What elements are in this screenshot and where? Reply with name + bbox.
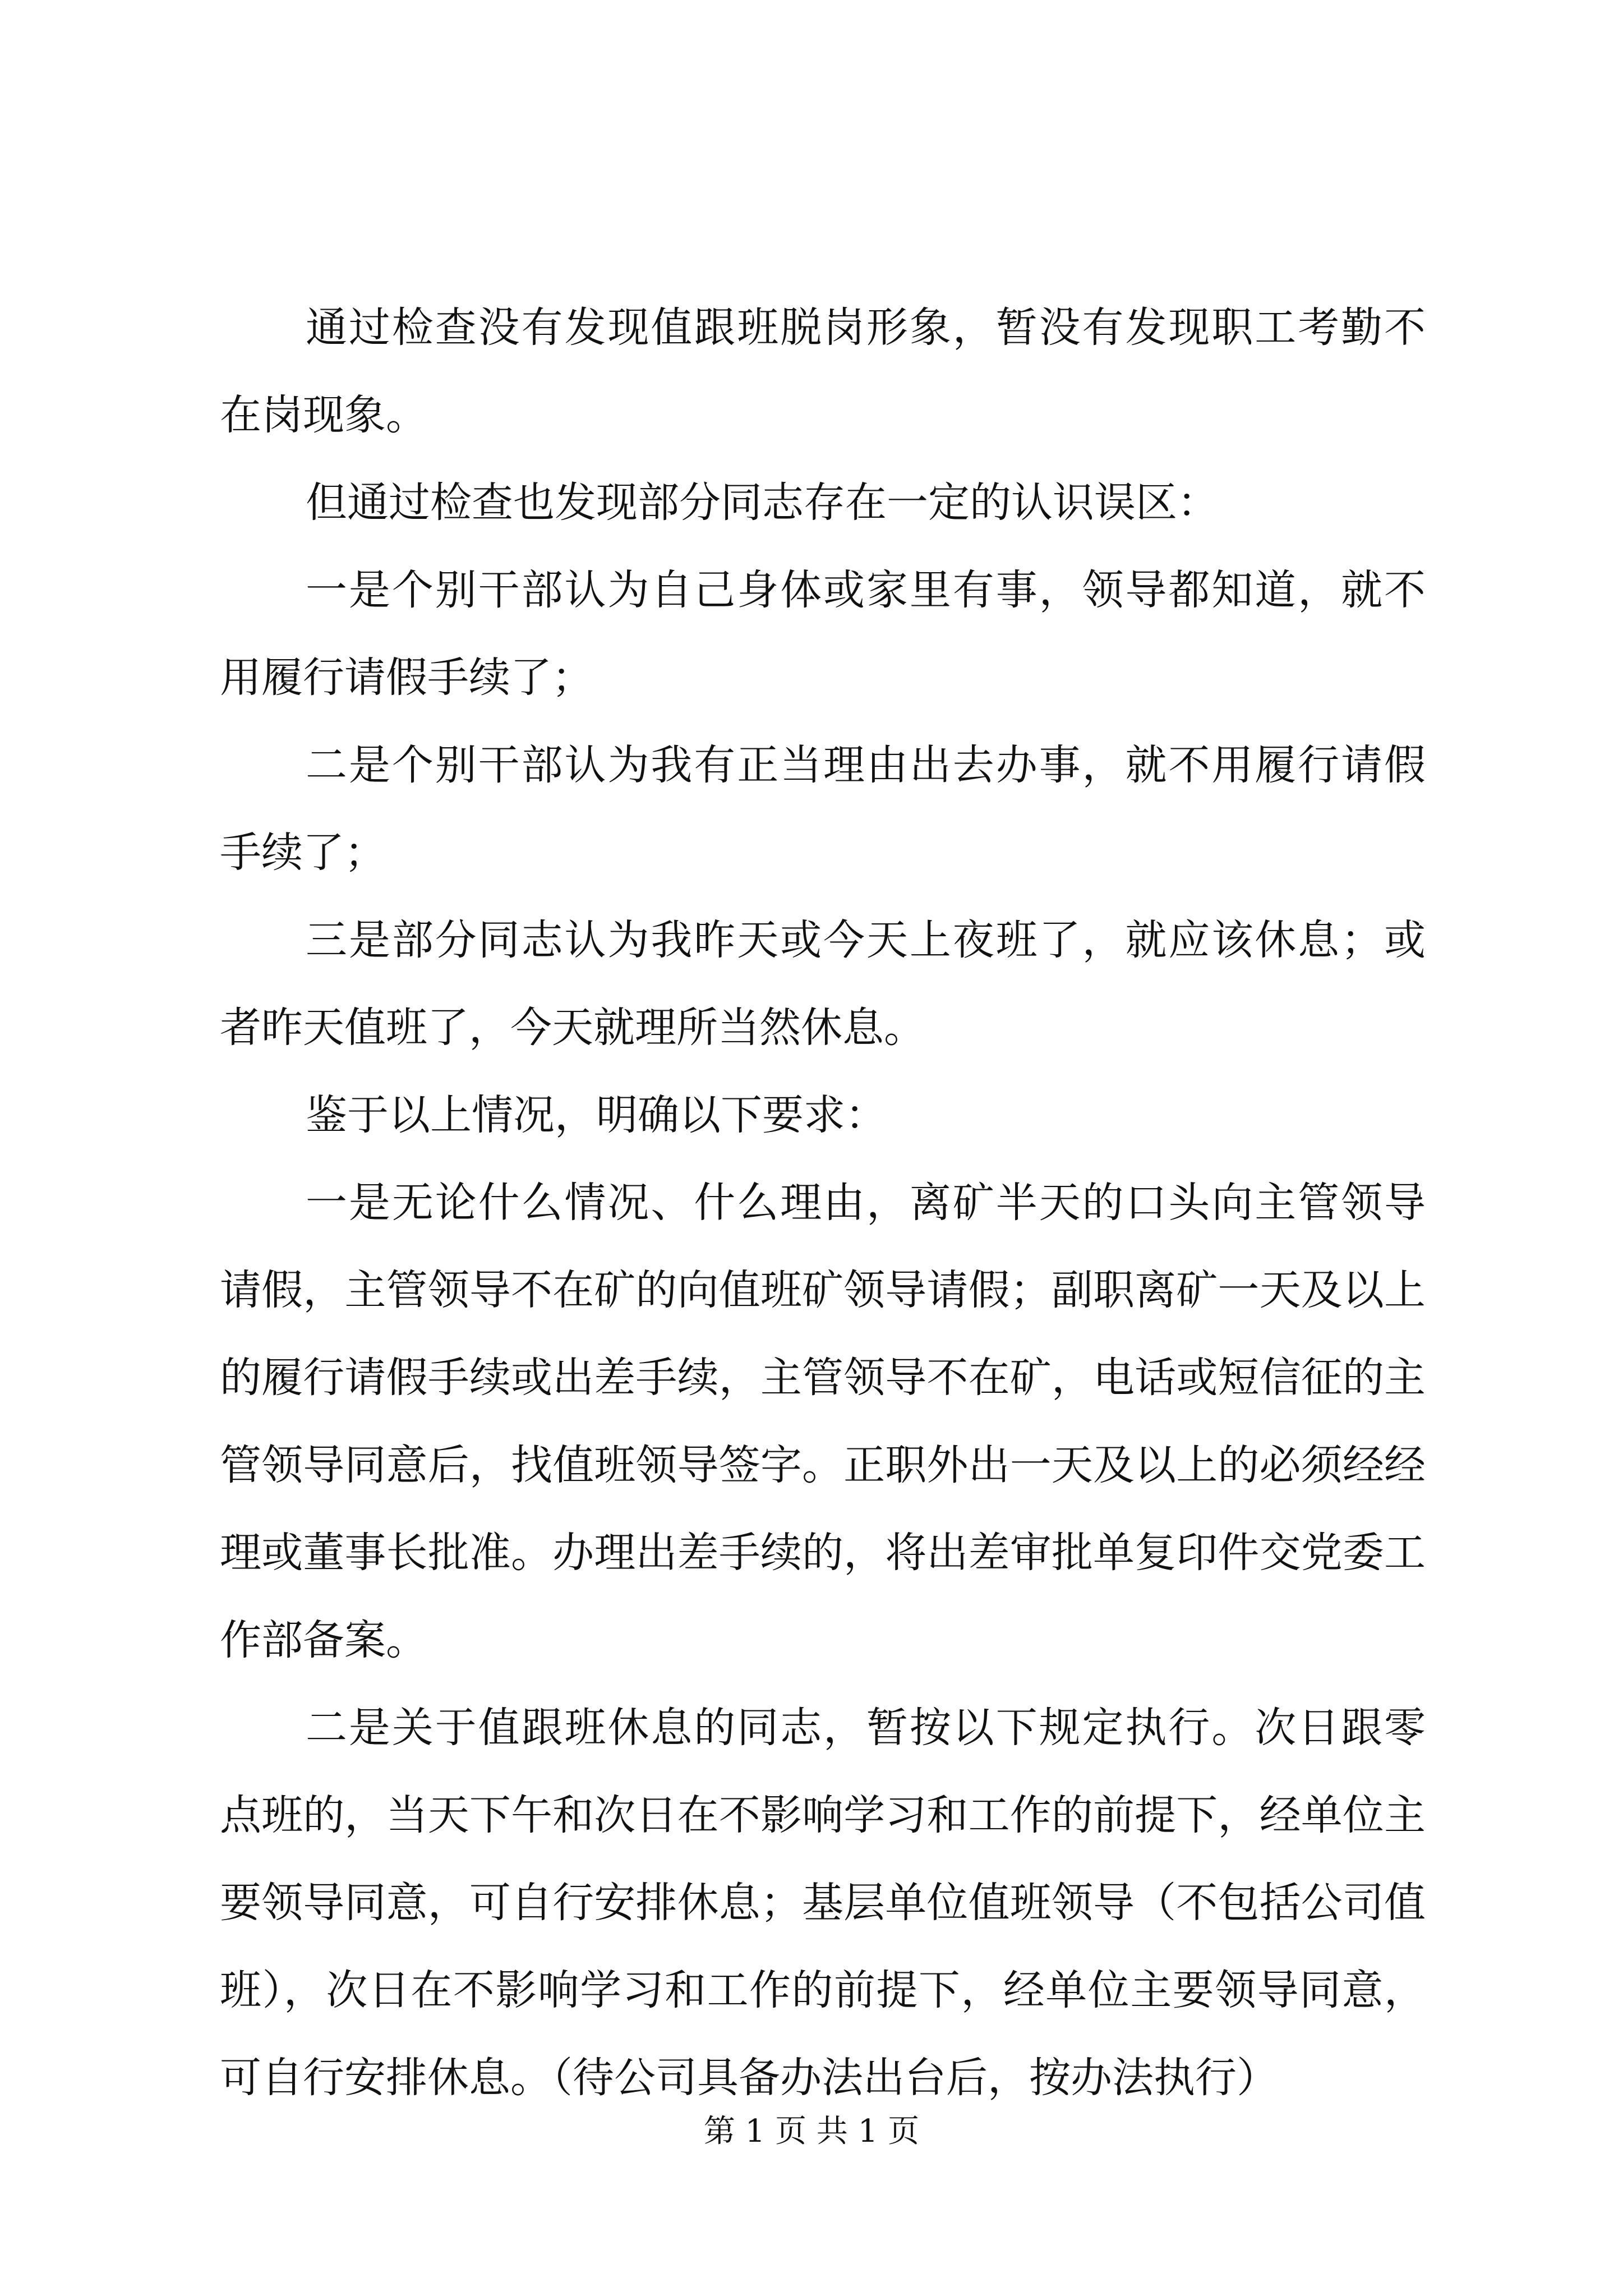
paragraph-8: 二是关于值跟班休息的同志，暂按以下规定执行。次日跟零点班的，当天下午和次日在不影响学习和工作的前提下，经单位主要领导同意，可自行安排休息；基层单位值班领导（不包括公司值班），次日在不影响学习和工作的前提下，经单位主要领导同意，可自行安排休息。（待公司具备办法出台后，按办法执行） bbox=[220, 1704, 1426, 2102]
paragraph-2: 但通过检查也发现部分同志存在一定的认识误区： bbox=[306, 478, 1219, 527]
paragraph-3: 一是个别干部认为自己身体或家里有事，领导都知道，就不用履行请假手续了； bbox=[220, 566, 1426, 702]
paragraph-6: 鉴于以上情况，明确以下要求： bbox=[306, 1091, 887, 1139]
paragraph-4: 二是个别干部认为我有正当理由出去办事，就不用履行请假手续了； bbox=[220, 741, 1426, 877]
paragraph-7: 一是无论什么情况、什么理由，离矿半天的口头向主管领导请假，主管领导不在矿的向值班矿领导请假；副职离矿一天及以上的履行请假手续或出差手续，主管领导不在矿，电话或短信征的主管领导同意后，找值班领导签字。正职外出一天及以上的必须经经理或董事长批准。办理出差手续的，将出差审批单复印件交党委工作部备案。 bbox=[220, 1179, 1426, 1664]
page-footer: 第 1 页 共 1 页 bbox=[703, 2113, 920, 2150]
paragraph-5: 三是部分同志认为我昨天或今天上夜班了，就应该休息；或者昨天值班了，今天就理所当然休息。 bbox=[220, 916, 1426, 1052]
paragraph-1: 通过检查没有发现值跟班脱岗形象，暂没有发现职工考勤不在岗现象。 bbox=[220, 303, 1426, 439]
document-body bbox=[220, 284, 1426, 2122]
